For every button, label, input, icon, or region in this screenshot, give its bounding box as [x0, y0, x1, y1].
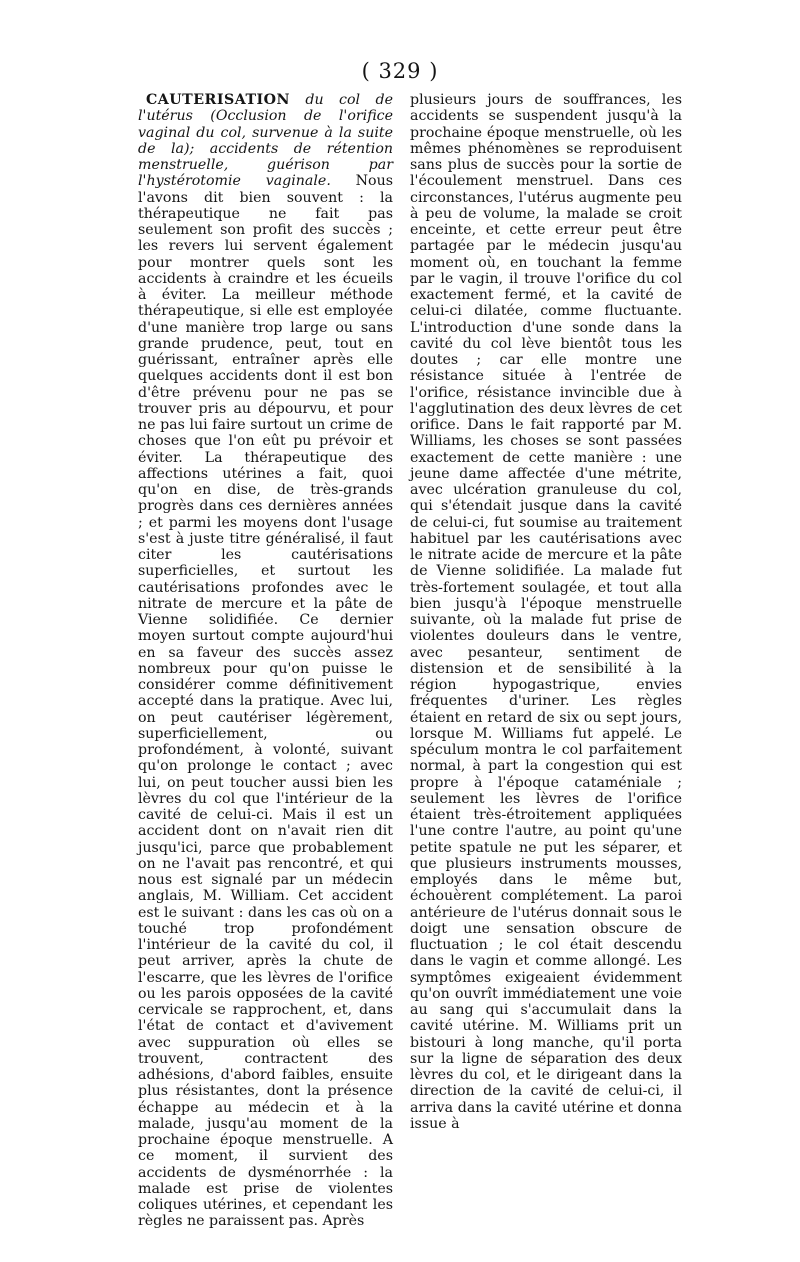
left-column — [138, 92, 393, 1230]
article-paragraph — [138, 92, 393, 1230]
right-column-body: plusieurs jours de souffrances, les accidents se suspendent jusqu'à la prochaine époque menstruelle, où les mêmes phénomènes se reproduisent sans plus de succès pour la sortie de l'écoulement menstruel. Dans ces circonstances, l'utérus augmente peu à peu de volume, la malade se croit enceinte, et cette erreur peut être partagée par le médecin jusqu'au moment où, en touchant la femme par le vagin, il trouve l'orifice du col exactement fermé, et la cavité de celui-ci dilatée, comme fluctuante. L'introduction d'une sonde dans la cavité du col lève bientôt tous les doutes ; car elle montre une résistance située à l'entrée de l'orifice, résistance invincible due à l'agglutination des deux lèvres de cet orifice. Dans le fait rapporté par M. Williams, les choses se sont passées exactement de cette manière : une jeune dame affectée d'une métrite, avec ulcération granuleuse du col, qui s'étendait jusque dans la cavité de celui-ci, fut soumise au traitement habituel par les cautérisations avec le nitrate acide de mercure et la pâte de Vienne solidifiée. La malade fut très-fortement soulagée, et tout alla bien jusqu'à l'époque menstruelle suivante, où la malade fut prise de violentes douleurs dans le ventre, avec pesanteur, sentiment de distension et de sensibilité à la région hypogastrique, envies fréquentes d'uriner. Les règles étaient en retard de six ou sept jours, lorsque M. Williams fut appelé. Le spéculum montra le col parfaitement normal, à part la congestion qui est propre à l'époque cataméniale ; seulement les lèvres de l'orifice étaient très-étroitement appliquées l'une contre l'autre, au point qu'une petite spatule ne put les séparer, et que plusieurs instruments mousses, employés dans le même but, échouèrent complétement. La paroi antérieure de l'utérus donnait sous le doigt une sensation obscure de fluctuation ; le col était descendu dans le vagin et comme allongé. Les symptômes exigeaient évidemment qu'on ouvrît immédiatement une voie au sang qui s'accumulait dans la cavité utérine. M. Williams prit un bistouri à long manche, qu'il porta sur la ligne de séparation des deux lèvres du col, et le dirigeant dans la direction de la cavité de celui-ci, il arriva dans la cavité utérine et donna issue à — [410, 92, 682, 1132]
left-column-body: Nous l'avons dit bien souvent : la thérapeutique ne fait pas seulement son profit des succès ; les revers lui servent également pour montrer quels sont les accidents à craindre et les écueils à éviter. La meilleur méthode thérapeutique, si elle est employée d'une manière trop large ou sans grande prudence, peut, tout en guérissant, entraîner après elle quelques accidents dont il est bon d'être prévenu pour ne pas se trouver pris au dépourvu, et pour ne pas lui faire surtout un crime de choses que l'on eût pu prévoir et éviter. La thérapeutique des affections utérines a fait, quoi qu'on en dise, de très-grands progrès dans ces dernières années ; et parmi les moyens dont l'usage s'est à juste titre généralisé, il faut citer les cautérisations superficielles, et surtout les cautérisations profondes avec le nitrate de mercure et la pâte de Vienne solidifiée. Ce dernier moyen surtout compte aujourd'hui en sa faveur des succès assez nombreux pour qu'on puisse le considérer comme définitivement accepté dans la pratique. Avec lui, on peut cautériser légèrement, superficiellement, ou profondément, à volonté, suivant qu'on prolonge le contact ; avec lui, on peut toucher aussi bien les lèvres du col que l'intérieur de la cavité de celui-ci. Mais il est un accident dont on n'avait rien dit jusqu'ici, parce que probablement on ne l'avait pas rencontré, et qui nous est signalé par un médecin anglais, M. William. Cet accident est le suivant : dans les cas où on a touché trop profondément l'intérieur de la cavité du col, il peut arriver, après la chute de l'escarre, que les lèvres de l'orifice ou les parois opposées de la cavité cervicale se rapprochent, et, dans l'état de contact et d'avivement avec suppuration où elles se trouvent, contractent des adhésions, d'abord faibles, ensuite plus résistantes, dont la présence échappe au médecin et à la malade, jusqu'au moment de la prochaine époque menstruelle. A ce moment, il survient des accidents de dysménorrhée : la malade est prise de violentes coliques utérines, et cependant les règles ne paraissent pas. Après — [138, 173, 393, 1230]
article-subtitle: du col de l'utérus (Occlusion de l'orifice vaginal du col, survenue à la suite de la); accidents de rétention menstruelle, guérison par l'hystérotomie vaginale. — [138, 92, 393, 190]
page-number: ( 329 ) — [361, 59, 439, 83]
article-heading: CAUTERISATION — [146, 92, 290, 108]
right-column — [410, 92, 682, 1132]
